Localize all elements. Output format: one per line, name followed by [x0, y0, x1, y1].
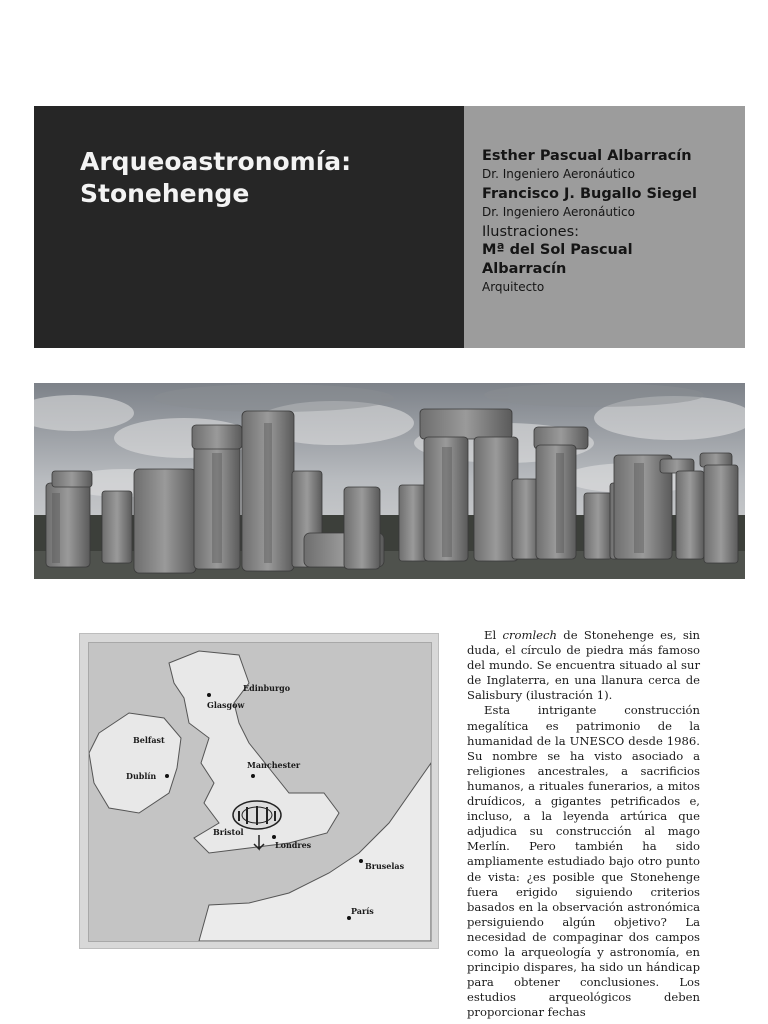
ireland-land [89, 713, 181, 813]
city-londres: Londres [275, 840, 312, 850]
city-edinburgo: Edinburgo [243, 683, 291, 693]
stonehenge-illustration [34, 383, 745, 579]
stonehenge-icon [233, 801, 281, 829]
author-title: Dr. Ingeniero Aeronáutico [482, 167, 635, 181]
title-line-1: Arqueoastronomía: [80, 147, 352, 176]
map [88, 642, 432, 942]
city-dublin: Dublín [126, 771, 157, 781]
credits-panel [464, 106, 745, 348]
author-name: Esther Pascual Albarracín [482, 148, 692, 164]
author-title: Dr. Ingeniero Aeronáutico [482, 205, 635, 219]
illustrator-title: Arquitecto [482, 280, 545, 294]
city-bruselas: Bruselas [365, 861, 405, 871]
credits-block [482, 147, 697, 298]
page-title [80, 146, 351, 210]
map-figure [79, 633, 439, 949]
article-body [467, 628, 700, 1020]
city-bristol: Bristol [213, 827, 244, 837]
city-glasgow: Glasgow [207, 700, 245, 710]
illustrator-name-line-1: Mª del Sol Pascual [482, 242, 633, 258]
illustrator-name-line-2: Albarracín [482, 261, 567, 277]
paragraph: Esta intrigante construcción megalítica es patrimonio de la humanidad de la UNESCO desde 1986. Su nombre se ha visto asociado a religiones ancestrales, a sacrificios humanos, a rituales funerarios, a mitos druídicos, a gigantes petrificados e, incluso, a la leyenda artúrica que adjudica su construcción al mago Merlín. Pero también ha sido ampliamente estudiado bajo otro punto de vista: ¿es posible que Stonehenge fuera erigido siguiendo criterios basados en la observación astronómica persiguiendo algún objetivo? La necesidad de compaginar dos campos como la arqueología y astronomía, en principio dispares, ha sido un hándicap para obtener conclusiones. Los estudios arqueológicos deben proporcionar fechas [467, 703, 700, 1020]
city-belfast: Belfast [133, 735, 165, 745]
city-paris: París [351, 906, 374, 916]
title-panel [34, 106, 464, 348]
illustrations-label: Ilustraciones: [482, 224, 580, 240]
city-manchester: Manchester [247, 760, 301, 770]
title-line-2: Stonehenge [80, 179, 250, 208]
paragraph: El cromlech de Stonehenge es, sin duda, el círculo de piedra más famoso del mundo. Se encuentra situado al sur de Inglaterra, en una llanura cerca de Salisbury (ilustración 1). [467, 628, 700, 703]
author-name: Francisco J. Bugallo Siegel [482, 186, 697, 202]
italic-term: cromlech [502, 628, 557, 642]
stonehenge-photo [34, 383, 745, 579]
